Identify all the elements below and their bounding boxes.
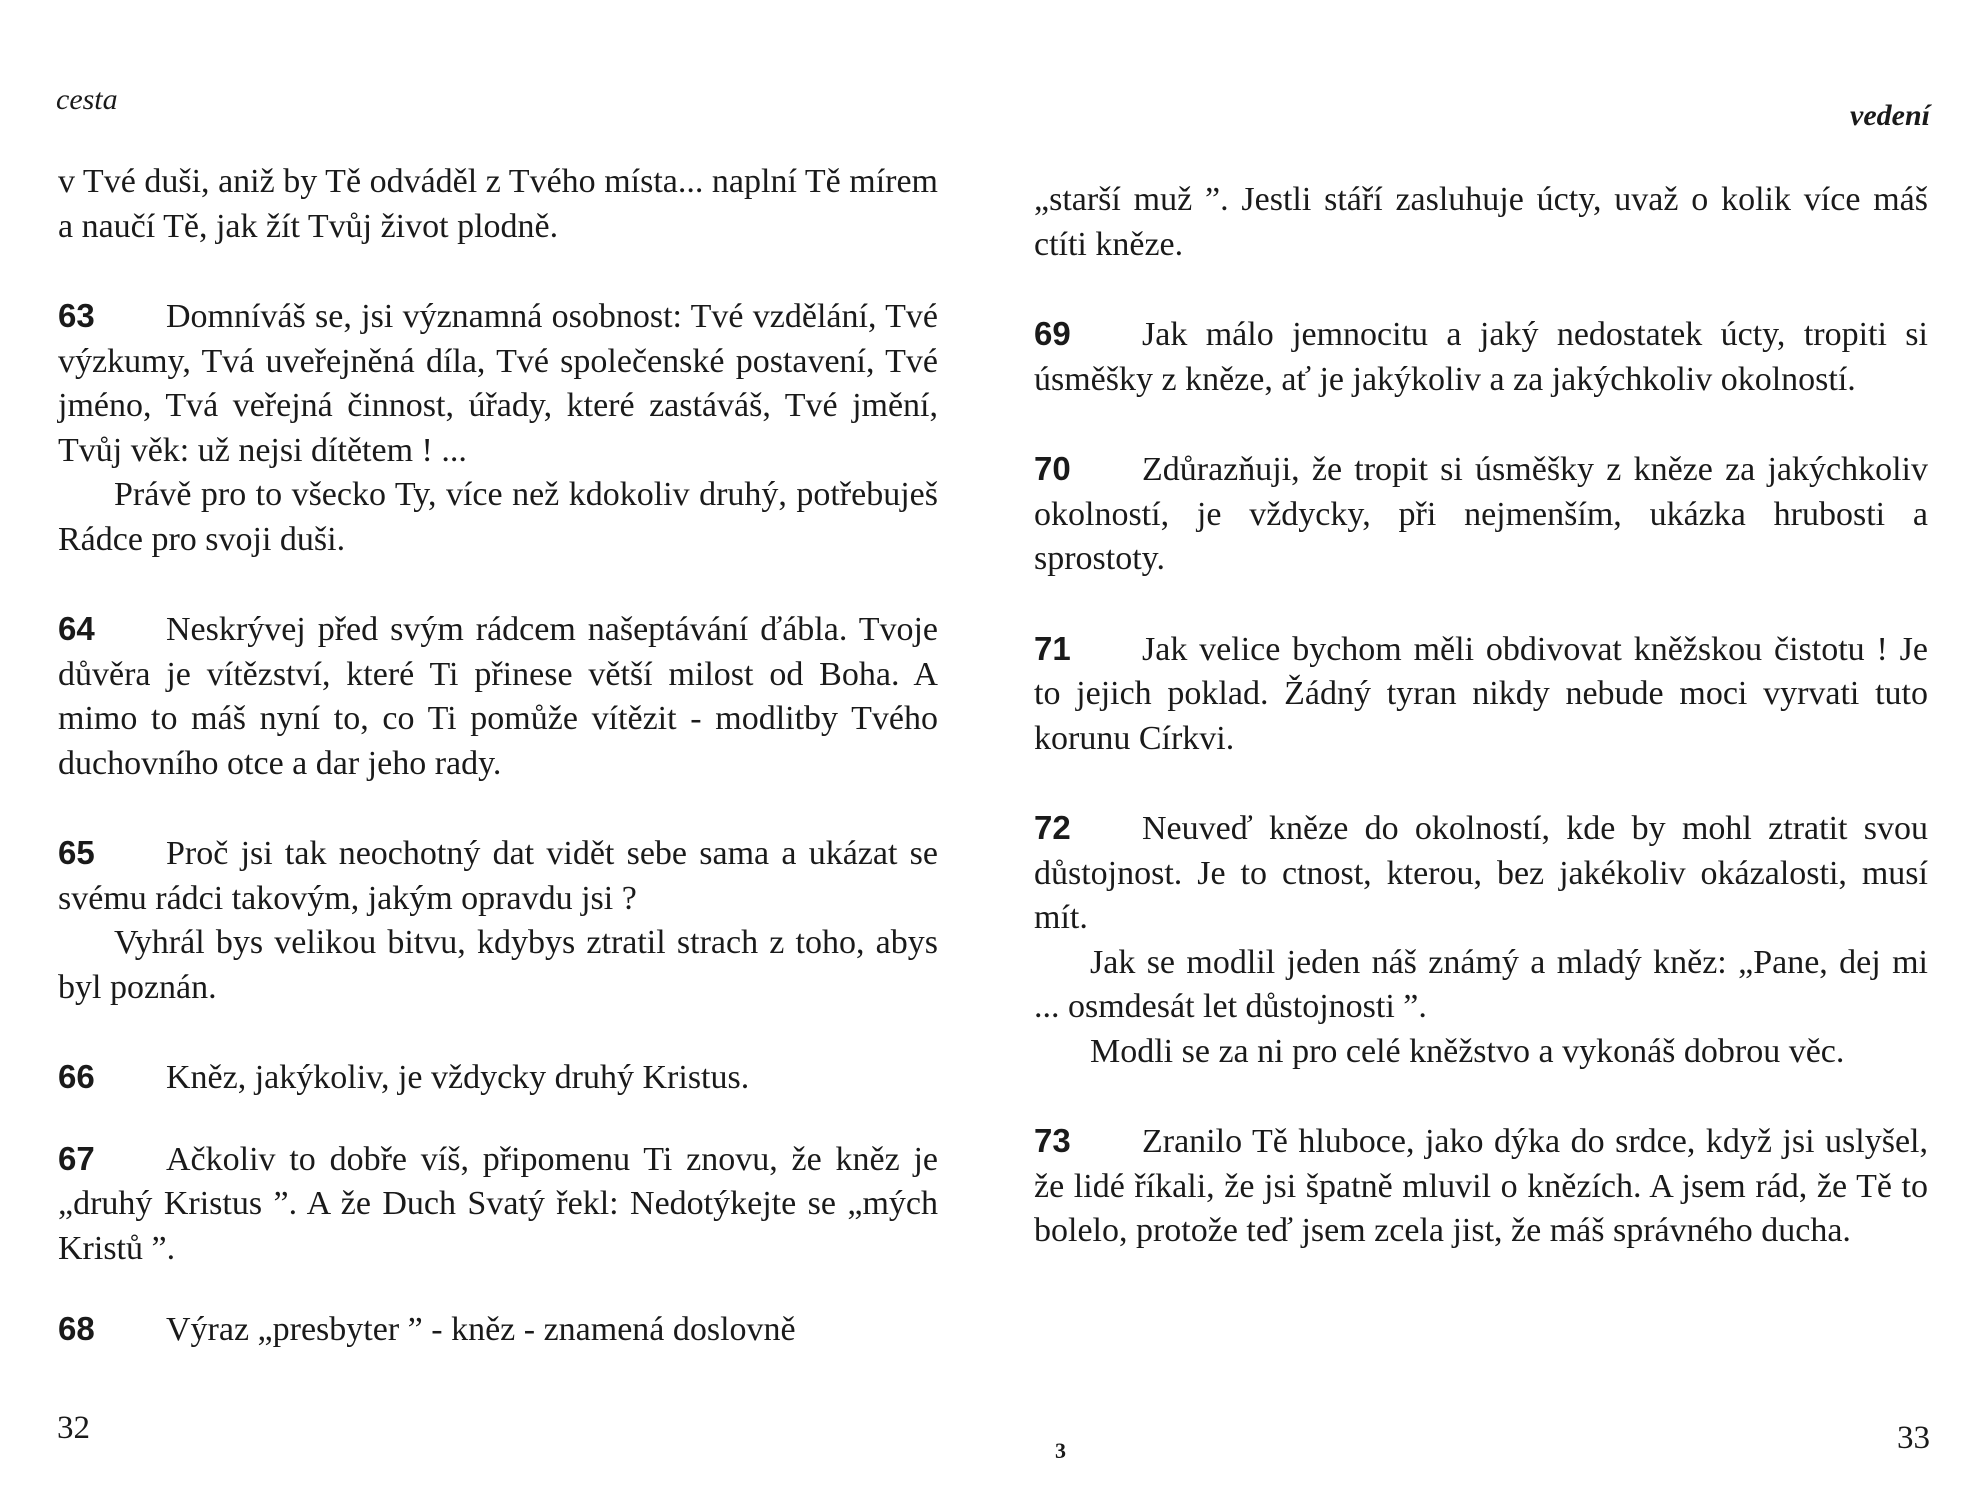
point-65 (58, 831, 938, 1010)
point-text: Jak málo jemnocitu a jaký nedostatek úcty, tropiti si úsměšky z kněze, ať je jakýkoliv a za jakýchkoliv okolností. (1034, 316, 1928, 398)
point-number: 66 (58, 1058, 95, 1095)
page-number-left: 32 (57, 1410, 90, 1446)
point-text: Výraz „presbyter ” - kněz - znamená doslovně (166, 1311, 796, 1348)
point-text: Neskrývej před svým rádcem našeptávání ďábla. Tvoje důvěra je vítězství, které Ti přinese větší milost od Boha. A mimo to máš nyní to, co Ti pomůže vítězit - modlitby Tvého duchovního otce a dar jeho rady. (58, 611, 938, 782)
point-text: Kněz, jakýkoliv, je vždycky druhý Kristus. (166, 1059, 750, 1096)
page-number-right: 33 (1897, 1420, 1930, 1456)
point-text: Modli se za ni pro celé kněžstvo a vykonáš dobrou věc. (1090, 1032, 1845, 1070)
point-67 (58, 1137, 938, 1272)
point-66 (58, 1055, 938, 1101)
point-text: Domníváš se, jsi významná osobnost: Tvé vzdělání, Tvé výzkumy, Tvá uveřejněná díla, Tvé společenské postavení, Tvé jméno, Tvá veřejná činnost, úřady, které zastáváš, Tvé jmění, Tvůj věk: už nejsi dítětem ! ... (58, 298, 938, 469)
point-68 (58, 1307, 938, 1353)
point-text: Ačkoliv to dobře víš, připomenu Ti znovu, že kněz je „druhý Kristus ”. A že Duch Svatý řekl: Nedotýkejte se „mých Kristů ”. (58, 1140, 938, 1267)
point-73 (1034, 1119, 1928, 1254)
point-number: 65 (58, 834, 95, 871)
signature-mark: 3 (1055, 1438, 1066, 1463)
running-head-left: cesta (56, 83, 118, 116)
continuation-text-left: v Tvé duši, aniž by Tě odváděl z Tvého místa... naplní Tě mírem a naučí Tě, jak žít Tvůj život plodně. (58, 163, 938, 245)
point-64 (58, 607, 938, 786)
point-text: Jak velice bychom měli obdivovat kněžskou čistotu ! Je to jejich poklad. Žádný tyran nikdy nebude moci vyrvati tuto korunu Církvi. (1034, 630, 1928, 757)
point-72 (1034, 806, 1928, 1074)
point-number: 72 (1034, 809, 1071, 846)
point-text: Jak se modlil jeden náš známý a mladý kněz: „Pane, dej mi ... osmdesát let důstojnosti ”. (1034, 943, 1928, 1025)
point-text: Právě pro to všecko Ty, více než kdokoliv druhý, potřebuješ Rádce pro svoji duši. (58, 476, 938, 558)
running-head-right: vedení (1850, 99, 1930, 132)
point-text: Zranilo Tě hluboce, jako dýka do srdce, když jsi uslyšel, že lidé říkali, že jsi špatně mluvil o knězích. A jsem rád, že Tě to bolelo, protože teď jsem zcela jist, že máš správného ducha. (1034, 1123, 1928, 1249)
point-number: 67 (58, 1139, 95, 1177)
point-63 (58, 294, 938, 562)
left-page-text (58, 160, 938, 1398)
point-number: 69 (1034, 315, 1071, 352)
point-number: 63 (58, 297, 95, 334)
continuation-text-right: „starší muž ”. Jestli stáří zasluhuje úcty, uvaž o kolik více máš ctíti kněze. (1034, 181, 1928, 263)
point-number: 64 (58, 610, 95, 647)
right-page-text (1034, 178, 1928, 1299)
point-number: 68 (58, 1310, 95, 1347)
point-text: Zdůrazňuji, že tropit si úsměšky z kněze za jakýchkoliv okolností, je vždycky, při nejmenším, ukázka hrubosti a sprostoty. (1034, 451, 1928, 577)
point-71 (1034, 627, 1928, 762)
point-69 (1034, 312, 1928, 402)
point-text: Neuveď kněze do okolností, kde by mohl ztratit svou důstojnost. Je to ctnost, kterou, bez jakékoliv okázalosti, musí mít. (1034, 810, 1928, 936)
point-number: 73 (1034, 1122, 1071, 1159)
point-70 (1034, 447, 1928, 582)
point-number: 70 (1034, 450, 1071, 487)
point-number: 71 (1034, 629, 1071, 667)
right-page (989, 0, 1978, 1500)
point-text: Proč jsi tak neochotný dat vidět sebe sama a ukázat se svému rádci takovým, jakým opravdu jsi ? (58, 835, 938, 917)
point-text: Vyhrál bys velikou bitvu, kdybys ztratil strach z toho, abys byl poznán. (58, 924, 938, 1006)
